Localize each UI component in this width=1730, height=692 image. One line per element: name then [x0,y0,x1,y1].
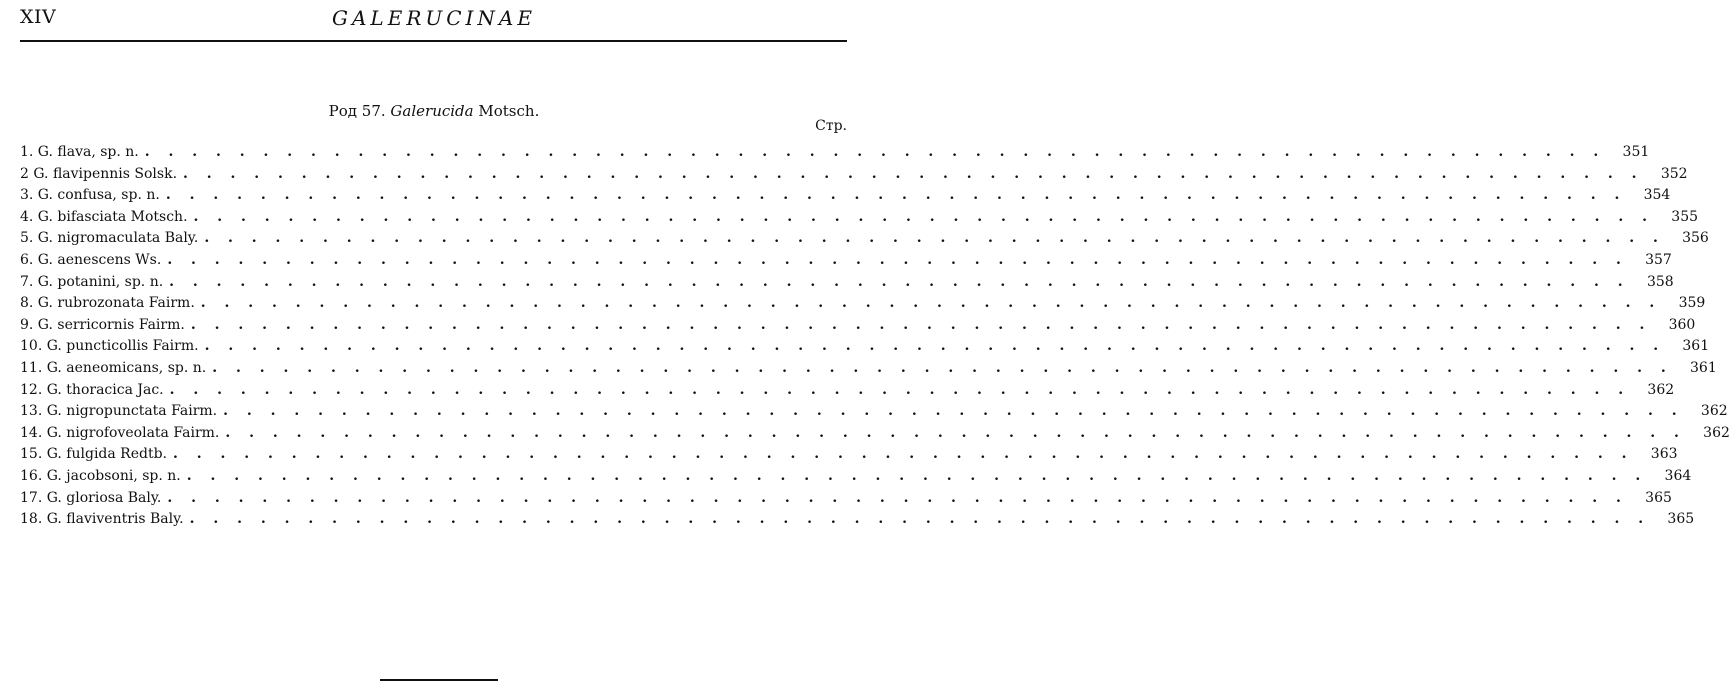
entry-title: 5. G. nigromaculata Baly. [20,230,199,247]
dot-leader: . . . . . . . . . . . . . . . . . . . . . . . . . . . . . . . . . . . . . . . . . . . . . . . . . . . . . . . . . . . . . . [223,403,1684,420]
genus-name: Galerucida [390,102,474,120]
list-item [20,144,1650,166]
dot-leader: . . . . . . . . . . . . . . . . . . . . . . . . . . . . . . . . . . . . . . . . . . . . . . . . . . . . . . . . . . . . . . [200,295,1662,312]
list-item [20,489,1672,512]
entry-title: 4. G. bifasciata Motsch. [20,208,188,225]
entry-title: 11. G. aeneomicans, sp. n. [20,359,207,376]
entry-page-number: 364 [1664,467,1692,484]
entry-title: 3. G. confusa, sp. n. [20,187,160,204]
list-item [20,359,1717,382]
list-item [20,403,1728,425]
page-number: XIV [20,6,57,28]
entry-page-number: 362 [1703,424,1730,441]
entry-title: 12. G. thoracica Jac. [20,381,164,398]
entry-page-number: 362 [1647,381,1675,398]
dot-leader: . . . . . . . . . . . . . . . . . . . . . . . . . . . . . . . . . . . . . . . . . . . . . . . . . . . . . . . . . . . . . . [144,144,1606,160]
genus-author: Motsch. [478,102,540,120]
entry-page-number: 361 [1682,338,1710,355]
entry-page-number: 355 [1671,208,1699,225]
list-item [20,446,1678,468]
entry-page-number: 351 [1622,144,1650,160]
list-item [20,165,1688,188]
entry-page-number: 365 [1667,511,1695,528]
list-item [20,230,1709,252]
dot-leader: . . . . . . . . . . . . . . . . . . . . . . . . . . . . . . . . . . . . . . . . . . . . . . . . . . . . . . . . . . . . . . [165,187,1627,204]
entry-page-number: 352 [1660,165,1688,182]
entry-title: 1. G. flava, sp. n. [20,144,139,160]
dot-leader: . . . . . . . . . . . . . . . . . . . . . . . . . . . . . . . . . . . . . . . . . . . . . . . . . . . . . . . . . . . . . . [204,338,1666,355]
entry-title: 17. G. gloriosa Baly. [20,489,162,506]
entry-page-number: 361 [1690,359,1717,376]
running-head: GALERUCINAE [332,6,536,30]
list-item [20,424,1730,447]
entry-title: 6. G. aenescens Ws. [20,251,162,268]
section-label: Род 57. [328,102,386,120]
entry-title: 7. G. potanini, sp. n. [20,273,164,290]
entry-page-number: 363 [1650,446,1678,463]
list-item [20,273,1674,296]
entry-page-number: 362 [1700,403,1728,420]
dot-leader: . . . . . . . . . . . . . . . . . . . . . . . . . . . . . . . . . . . . . . . . . . . . . . . . . . . . . . . . . . . . . . [169,273,1630,290]
entry-title: 13. G. nigropunctata Fairm. [20,403,218,420]
section-heading [0,102,868,120]
header-rule [20,40,847,42]
list-item [20,467,1692,490]
dot-leader: . . . . . . . . . . . . . . . . . . . . . . . . . . . . . . . . . . . . . . . . . . . . . . . . . . . . . . . . . . . . . . [193,208,1655,225]
entry-title: 15. G. fulgida Redtb. [20,446,167,463]
list-item [20,338,1710,360]
list-item [20,316,1696,339]
entry-page-number: 358 [1646,273,1674,290]
dot-leader: . . . . . . . . . . . . . . . . . . . . . . . . . . . . . . . . . . . . . . . . . . . . . . . . . . . . . . . . . . . . . . [169,381,1631,398]
dot-leader: . . . . . . . . . . . . . . . . . . . . . . . . . . . . . . . . . . . . . . . . . . . . . . . . . . . . . . . . . . . . . . [183,165,1644,182]
dot-leader: . . . . . . . . . . . . . . . . . . . . . . . . . . . . . . . . . . . . . . . . . . . . . . . . . . . . . . . . . . . . . . [186,467,1648,484]
entry-page-number: 354 [1643,187,1671,204]
entry-title: 9. G. serricornis Fairm. [20,316,185,333]
entry-title: 8. G. rubrozonata Fairm. [20,295,195,312]
dot-leader: . . . . . . . . . . . . . . . . . . . . . . . . . . . . . . . . . . . . . . . . . . . . . . . . . . . . . . . . . . . . . . [173,446,1634,463]
dot-leader: . . . . . . . . . . . . . . . . . . . . . . . . . . . . . . . . . . . . . . . . . . . . . . . . . . . . . . . . . . . . . . [167,251,1628,268]
list-item [20,511,1695,533]
entry-title: 10. G. puncticollis Fairm. [20,338,199,355]
list-item [20,381,1675,404]
dot-leader: . . . . . . . . . . . . . . . . . . . . . . . . . . . . . . . . . . . . . . . . . . . . . . . . . . . . . . . . . . . . . . [225,424,1686,441]
entry-title: 14. G. nigrofoveolata Fairm. [20,424,220,441]
entry-page-number: 359 [1678,295,1706,312]
entry-title: 2 G. flavipennis Solsk. [20,165,178,182]
dot-leader: . . . . . . . . . . . . . . . . . . . . . . . . . . . . . . . . . . . . . . . . . . . . . . . . . . . . . . . . . . . . . . [190,316,1652,333]
dot-leader: . . . . . . . . . . . . . . . . . . . . . . . . . . . . . . . . . . . . . . . . . . . . . . . . . . . . . . . . . . . . . . [212,359,1673,376]
list-item [20,251,1672,274]
dot-leader: . . . . . . . . . . . . . . . . . . . . . . . . . . . . . . . . . . . . . . . . . . . . . . . . . . . . . . . . . . . . . . [189,511,1651,528]
entry-title: 18. G. flaviventris Baly. [20,511,184,528]
dot-leader: . . . . . . . . . . . . . . . . . . . . . . . . . . . . . . . . . . . . . . . . . . . . . . . . . . . . . . . . . . . . . . [204,230,1665,247]
species-contents-list [20,144,1730,533]
page-column-label: Стр. [815,118,847,134]
entry-page-number: 360 [1668,316,1696,333]
list-item [20,295,1706,317]
footer-rule [380,679,498,681]
entry-title: 16. G. jacobsoni, sp. n. [20,467,181,484]
list-item [20,208,1699,231]
entry-page-number: 357 [1645,251,1672,268]
list-item [20,187,1671,209]
entry-page-number: 356 [1682,230,1709,247]
dot-leader: . . . . . . . . . . . . . . . . . . . . . . . . . . . . . . . . . . . . . . . . . . . . . . . . . . . . . . . . . . . . . . [167,489,1628,506]
entry-page-number: 365 [1645,489,1672,506]
